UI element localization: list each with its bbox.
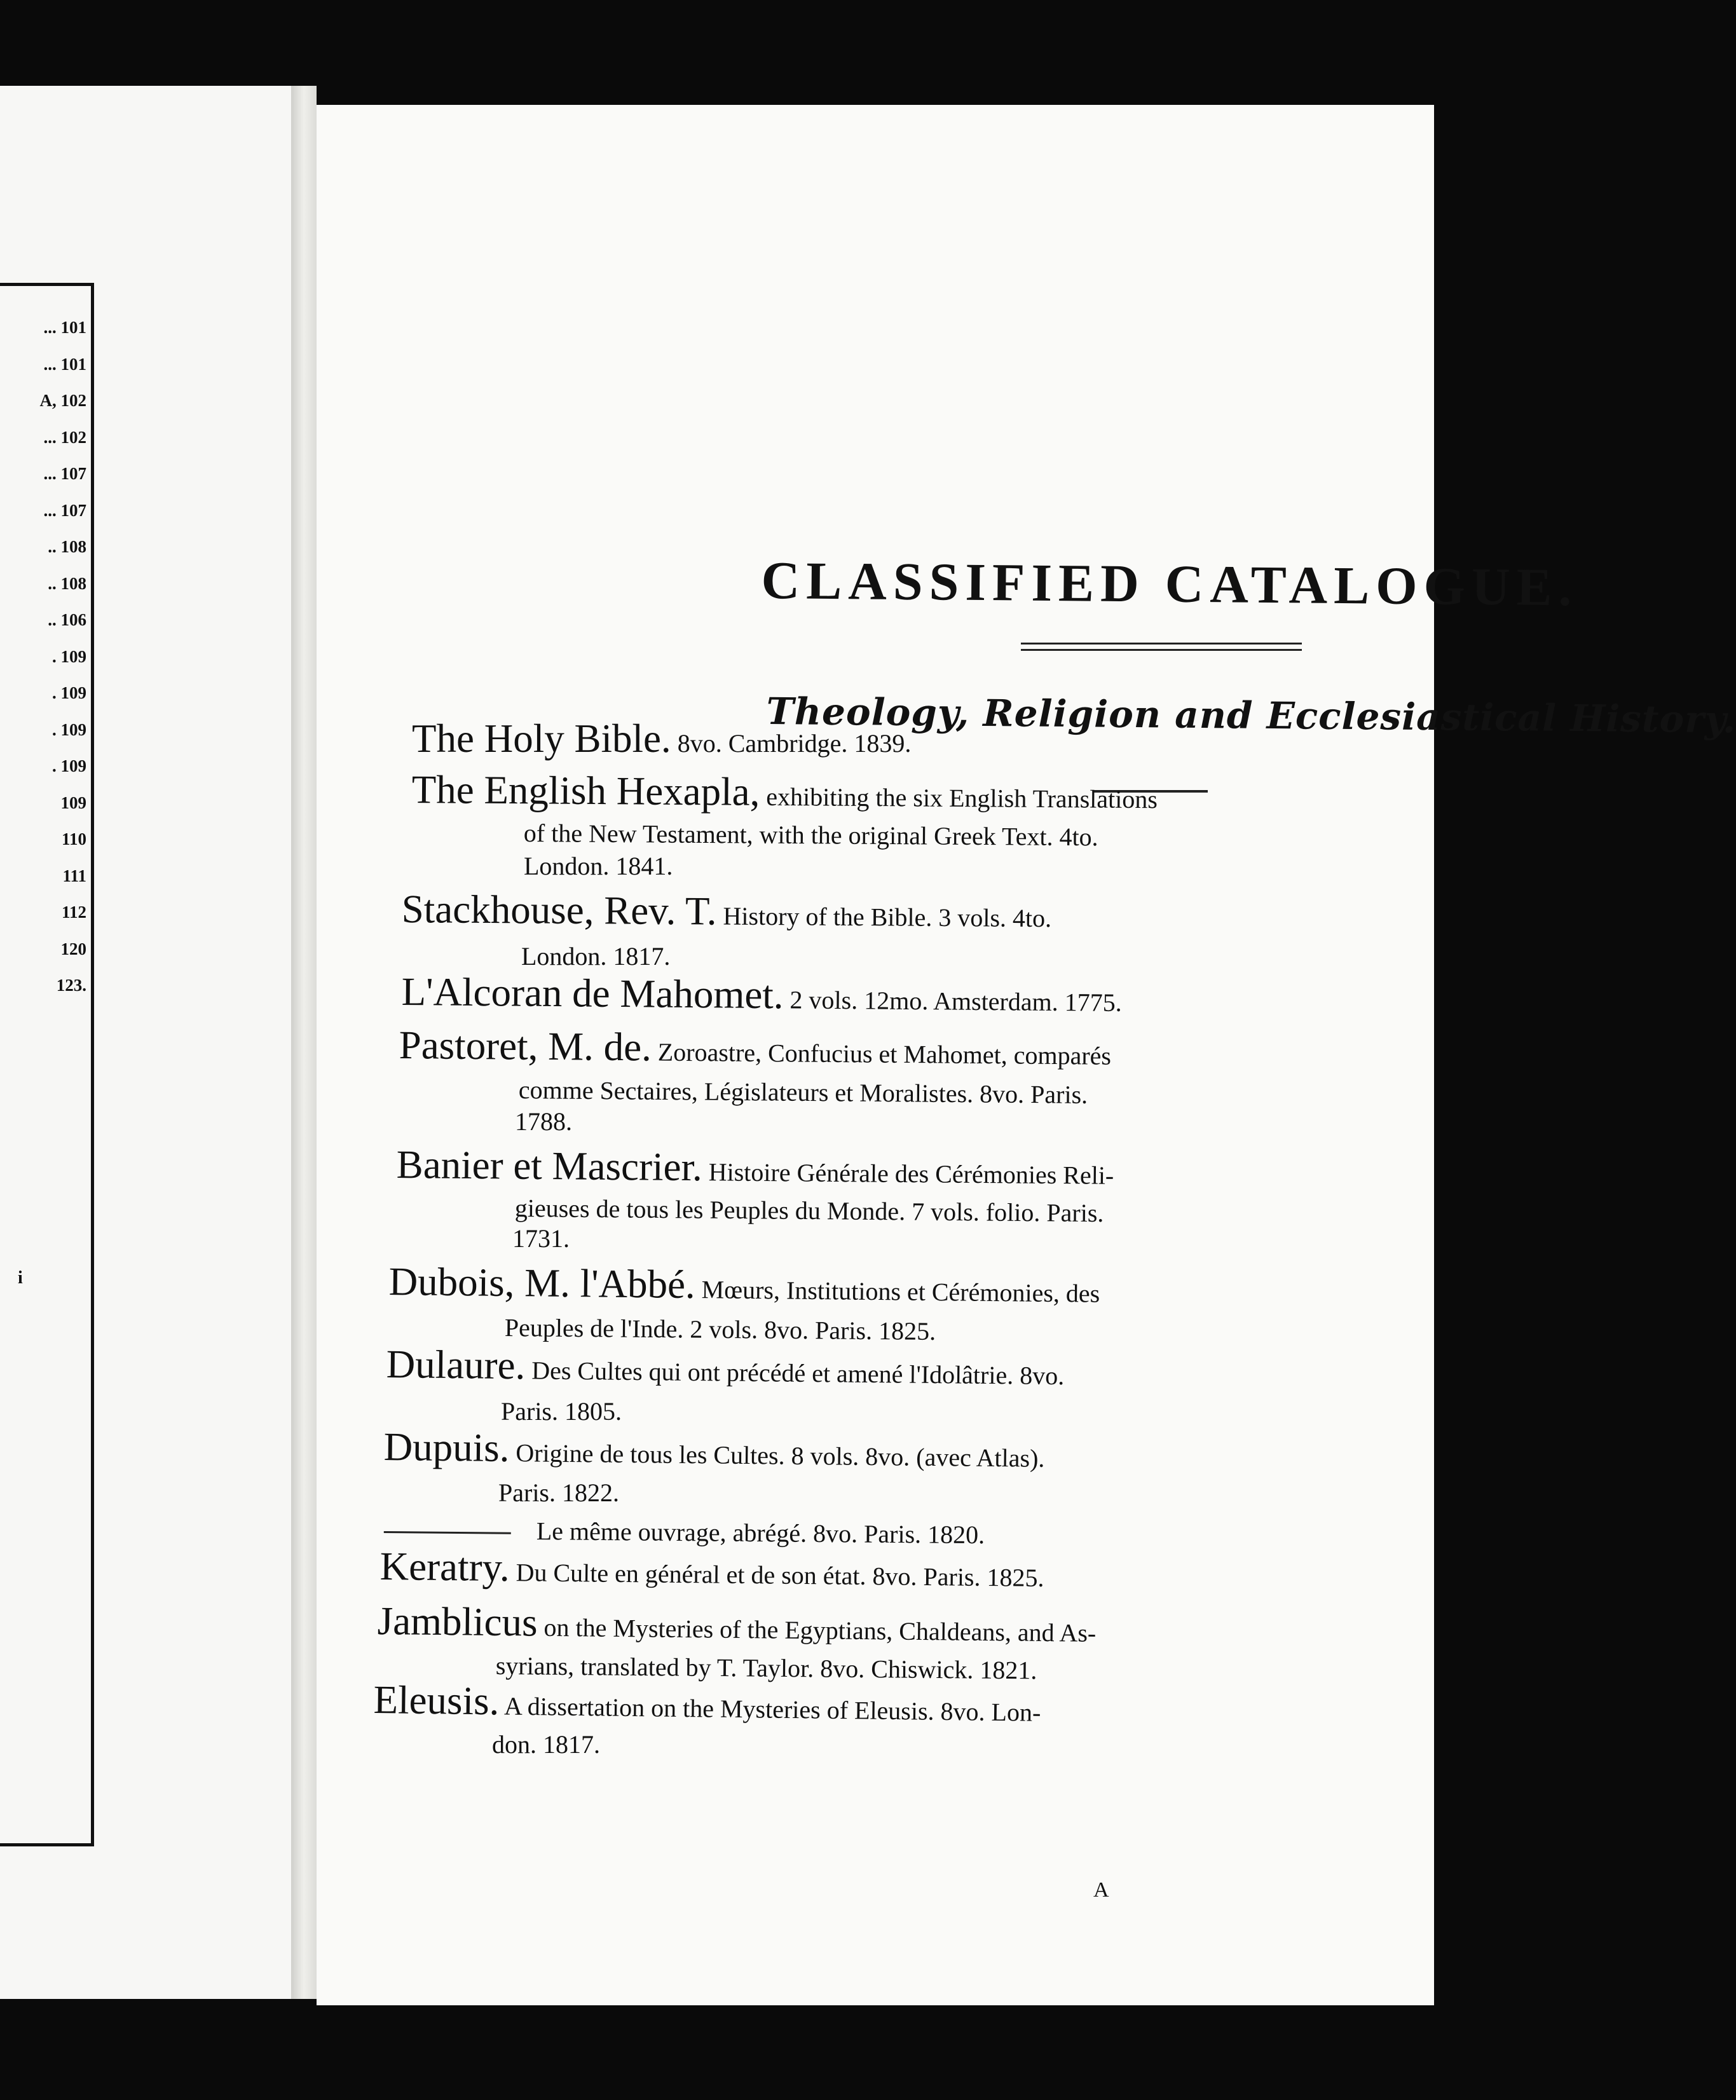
entry-8-line: Le même ouvrage, abrégé. 8vo. Paris. 1820. bbox=[384, 1517, 985, 1548]
toc-page-number: ... 107 bbox=[43, 500, 86, 520]
entry-1-line: of the New Testament, with the original Greek Text. 4to. bbox=[523, 819, 1098, 852]
entry-6-head: Dubois, M. l'Abbé. Mœurs, Institutions et Cérémonies, des bbox=[388, 1259, 1100, 1308]
stray-mark: i bbox=[18, 1268, 23, 1288]
entry-0-head: The Holy Bible. 8vo. Cambridge. 1839. bbox=[412, 716, 912, 761]
toc-page-number: .. 108 bbox=[48, 537, 86, 556]
toc-page-number: 112 bbox=[61, 903, 86, 922]
entry-2-head: Stackhouse, Rev. T. History of the Bible. 3 vols. 4to. bbox=[401, 887, 1052, 934]
signature-mark: A bbox=[1093, 1878, 1109, 1902]
toc-page-number: 109 bbox=[60, 793, 86, 812]
toc-page-number: . 109 bbox=[52, 646, 86, 666]
toc-page-number: . 109 bbox=[52, 683, 86, 702]
entry-5-head: Banier et Mascrier. Histoire Générale des Cérémonies Reli- bbox=[396, 1142, 1114, 1190]
section-heading: Theology, Religion and Ecclesiastical History. bbox=[766, 690, 1736, 742]
toc-page-number: 123. bbox=[56, 976, 86, 995]
entry-5-line: gieuses de tous les Peuples du Monde. 7 vols. folio. Paris. bbox=[514, 1194, 1104, 1228]
toc-page-number: ... 101 bbox=[43, 354, 86, 374]
toc-page-number: .. 108 bbox=[48, 573, 86, 593]
entry-11-line: don. 1817. bbox=[492, 1730, 600, 1759]
book-gutter bbox=[291, 86, 317, 1999]
previous-page bbox=[0, 86, 291, 1999]
entry-4-line: 1788. bbox=[515, 1107, 572, 1136]
toc-page-number: . 109 bbox=[52, 756, 86, 775]
entry-8-head: Dupuis. Origine de tous les Cultes. 8 vols. 8vo. (avec Atlas). bbox=[383, 1424, 1045, 1473]
page-title: CLASSIFIED CATALOGUE. bbox=[761, 550, 1579, 618]
catalogue-page bbox=[317, 105, 1736, 2005]
entry-4-head: Pastoret, M. de. Zoroastre, Confucius et Mahomet, comparés bbox=[399, 1023, 1112, 1070]
entry-6-line: Peuples de l'Inde. 2 vols. 8vo. Paris. 1825. bbox=[504, 1313, 936, 1346]
toc-page-number: 110 bbox=[61, 829, 86, 849]
entry-11-head: Eleusis. A dissertation on the Mysteries of Eleusis. 8vo. Lon- bbox=[373, 1677, 1041, 1727]
entry-3-head: L'Alcoran de Mahomet. 2 vols. 12mo. Amsterdam. 1775. bbox=[401, 969, 1122, 1018]
toc-page-number: ... 102 bbox=[43, 427, 86, 447]
catalogue-entries bbox=[317, 105, 1434, 2005]
entry-9-head: Keratry. Du Culte en général et de son état. 8vo. Paris. 1825. bbox=[379, 1544, 1044, 1592]
toc-page-number: .. 106 bbox=[48, 610, 86, 629]
toc-page-number: 111 bbox=[62, 866, 86, 885]
toc-page-number: . 109 bbox=[52, 719, 86, 739]
entry-8-line: Paris. 1822. bbox=[498, 1478, 619, 1507]
entry-7-line: Paris. 1805. bbox=[501, 1397, 622, 1426]
entry-10-line: syrians, translated by T. Taylor. 8vo. Chiswick. 1821. bbox=[495, 1651, 1037, 1685]
toc-page-number: ... 107 bbox=[43, 464, 86, 483]
toc-page-number: 120 bbox=[60, 939, 86, 958]
toc-page-number: ... 101 bbox=[43, 318, 86, 337]
entry-7-head: Dulaure. Des Cultes qui ont précédé et amené l'Idolâtrie. 8vo. bbox=[386, 1342, 1065, 1391]
entry-4-line: comme Sectaires, Législateurs et Moralistes. 8vo. Paris. bbox=[518, 1075, 1088, 1109]
entry-2-line: London. 1817. bbox=[521, 942, 671, 971]
entry-1-head: The English Hexapla, exhibiting the six English Translations bbox=[411, 767, 1158, 814]
entry-5-line: 1731. bbox=[512, 1224, 570, 1253]
entry-1-line: London. 1841. bbox=[524, 852, 673, 880]
entry-10-head: Jamblicus on the Mysteries of the Egyptians, Chaldeans, and As- bbox=[377, 1599, 1097, 1647]
toc-page-number: A, 102 bbox=[39, 391, 86, 410]
